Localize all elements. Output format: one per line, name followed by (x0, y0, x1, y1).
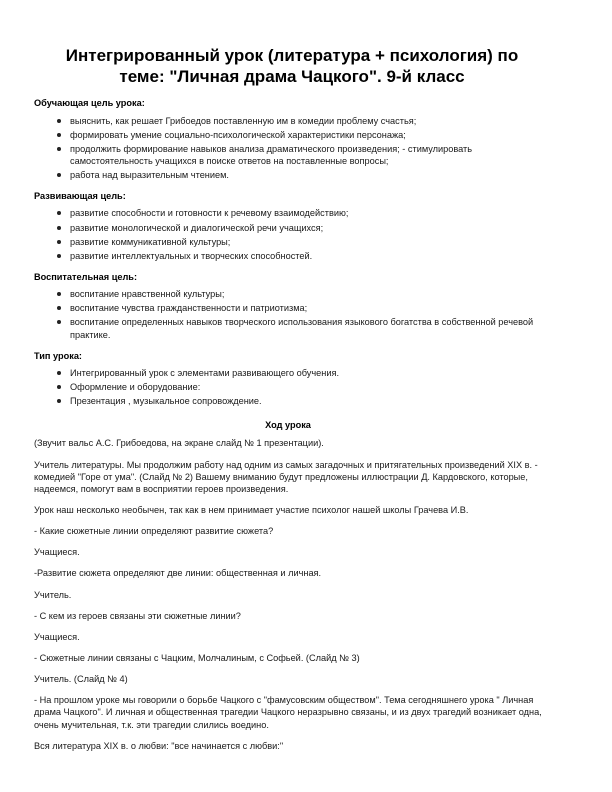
list-item: развитие монологической и диалогической речи учащихся; (70, 222, 542, 234)
paragraph: - Сюжетные линии связаны с Чацким, Молчалиным, с Софьей. (Слайд № 3) (34, 652, 360, 663)
list-item: воспитание определенных навыков творческого использования языкового богатства в собственной речевой практике. (70, 316, 542, 340)
section-heading-developing-goal: Развивающая цель: (34, 191, 126, 202)
paragraph: - На прошлом уроке мы говорили о борьбе Чацкого с "фамусовским обществом". Тема сегодняшнего урока " Личная драма Чацкого". И личная и общественная трагедии Чацкого неразрывно связаны, и из двух трагедий возникает одна, очень мучительная, т.к. эти трагедии слились воедино. (34, 695, 542, 730)
paragraph: Учащиеся. (34, 631, 80, 642)
goals-section (34, 97, 542, 407)
educational-goal-list (34, 288, 542, 341)
paragraph: Учитель литературы. Мы продолжим работу над одним из самых загадочных и притягательных произведений XIX в. - комедией "Горе от ума". (Слайд № 2) Вашему вниманию будут предложены иллюстрации Д. Кардовского, которые, надеемся, помогут вам в восприятии героев произведения. (34, 459, 538, 494)
list-item: Оформление и оборудование: (70, 381, 542, 393)
paragraph: (Звучит вальс А.С. Грибоедова, на экране слайд № 1 презентации). (34, 438, 324, 449)
section-heading-teaching-goal: Обучающая цель урока: (34, 98, 145, 109)
list-item: развитие коммуникативной культуры; (70, 236, 542, 248)
paragraph: - С кем из героев связаны эти сюжетные линии? (34, 610, 241, 621)
paragraph: Учитель. (Слайд № 4) (34, 674, 128, 685)
list-item: продолжить формирование навыков анализа драматического произведения; - стимулировать самостоятельность учащихся в поиске ответов на поставленные вопросы; (70, 143, 542, 167)
list-item: Презентация , музыкальное сопровождение. (70, 395, 542, 407)
list-item: Интегрированный урок с элементами развивающего обучения. (70, 367, 542, 379)
list-item: выяснить, как решает Грибоедов поставленную им в комедии проблему счастья; (70, 115, 542, 127)
lesson-body (34, 437, 542, 751)
section-heading-educational-goal: Воспитательная цель: (34, 272, 138, 283)
section-heading-lesson-type: Тип урока: (34, 350, 82, 361)
list-item: развитие способности и готовности к речевому взаимодействию; (70, 207, 542, 219)
developing-goal-list (34, 207, 542, 262)
list-item: формировать умение социально-психологической характеристики персонажа; (70, 129, 542, 141)
lesson-heading: Ход урока (265, 420, 311, 431)
paragraph: Вся литература XIX в. о любви: "все начинается с любви:" (34, 740, 284, 751)
list-item: воспитание нравственной культуры; (70, 288, 542, 300)
paragraph: Учитель. (34, 589, 72, 600)
list-item: развитие интеллектуальных и творческих способностей. (70, 250, 542, 262)
paragraph: -Развитие сюжета определяют две линии: общественная и личная. (34, 568, 322, 579)
lesson-type-list (34, 367, 542, 407)
list-item: работа над выразительным чтением. (70, 169, 542, 181)
page-title: Интегрированный урок (литература + психология) по теме: "Личная драма Чацкого". 9-й класс (65, 46, 519, 86)
teaching-goal-list (34, 115, 542, 182)
paragraph: - Какие сюжетные линии определяют развитие сюжета? (34, 526, 274, 537)
paragraph: Учащиеся. (34, 547, 80, 558)
paragraph: Урок наш несколько необычен, так как в нем принимает участие психолог нашей школы Грачева И.В. (34, 504, 469, 515)
list-item: воспитание чувства гражданственности и патриотизма; (70, 302, 542, 314)
